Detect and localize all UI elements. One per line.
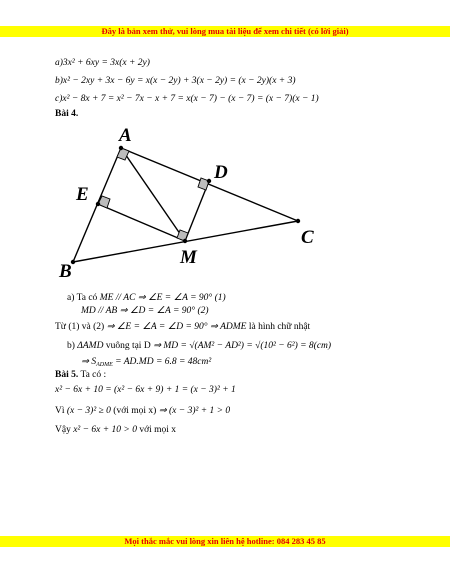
preview-notice-text: Đây là bản xem thử, vui lòng mua tài liệu để xem chi tiết (có lời giải) bbox=[101, 26, 349, 36]
part-b-label: b) bbox=[55, 76, 63, 86]
bai5-vay-end: với mọi x bbox=[139, 425, 177, 435]
bai4-b-text: vuông tại D bbox=[105, 341, 151, 351]
bai4-conclusion-line bbox=[55, 321, 310, 333]
bai5-vi-text: Vì bbox=[55, 406, 65, 416]
bai4-from-text: Từ (1) và (2) bbox=[55, 322, 105, 332]
bai5-vi-line bbox=[55, 405, 230, 417]
bai4-area-line bbox=[81, 356, 211, 368]
part-c-label: c) bbox=[55, 94, 63, 104]
part-a-expression: 3x² + 6xy = 3x(x + 2y) bbox=[62, 58, 150, 68]
point-a bbox=[119, 146, 123, 150]
bai4-a-formula-1: ME // AC ⇒ ∠E = ∠A = 90° (1) bbox=[99, 293, 226, 303]
label-e: E bbox=[76, 184, 89, 205]
bai4-area-prefix: ⇒ S bbox=[81, 357, 97, 367]
bai4-area-subscript: ADME bbox=[96, 362, 113, 368]
bai5-expression: x² − 6x + 10 = (x² − 6x + 9) + 1 = (x − 3)² + 1 bbox=[55, 385, 236, 395]
segment-ac bbox=[121, 148, 298, 221]
bai4-heading: Bài 4. bbox=[55, 109, 79, 119]
label-c: C bbox=[301, 227, 314, 248]
bai4-a-label: a) bbox=[67, 293, 75, 303]
label-a: A bbox=[119, 125, 132, 146]
point-d bbox=[207, 179, 211, 183]
hotline-text: Mọi thắc mắc vui lòng xin liên hệ hotline: 084 283 45 85 bbox=[124, 536, 326, 546]
bai5-line-1 bbox=[55, 384, 236, 396]
bai5-vay-math: x² − 6x + 10 > 0 bbox=[73, 425, 137, 435]
part-b-expression: x² − 2xy + 3x − 6y = x(x − 2y) + 3(x − 2y) = (x − 2y)(x + 3) bbox=[62, 76, 296, 86]
bai4-from-end: là hình chữ nhật bbox=[248, 322, 311, 332]
bai5-heading: Bài 5. bbox=[55, 370, 79, 380]
point-m bbox=[183, 239, 187, 243]
bai5-intro: Ta có : bbox=[80, 370, 107, 380]
bai4-b-triangle: ΔAMD bbox=[77, 341, 104, 351]
point-e bbox=[96, 202, 100, 206]
point-c bbox=[296, 219, 300, 223]
hotline-banner bbox=[0, 536, 450, 547]
bai5-vi-mid: (với mọi x) bbox=[113, 406, 157, 416]
bai4-a-line-2 bbox=[81, 305, 209, 317]
bai5-vi-math: (x − 3)² ≥ 0 bbox=[66, 406, 111, 416]
bai4-b-label: b) bbox=[67, 341, 75, 351]
bai4-b-line bbox=[67, 340, 331, 352]
part-a-label: a) bbox=[55, 58, 63, 68]
bai4-from-math: ⇒ ∠E = ∠A = ∠D = 90° ⇒ ADME bbox=[106, 322, 247, 332]
bai4-a-formula-2: MD // AB ⇒ ∠D = ∠A = 90° (2) bbox=[81, 306, 209, 316]
bai4-b-formula: ⇒ MD = √(AM² − AD²) = √(10² − 6²) = 8(cm) bbox=[153, 341, 332, 351]
label-b: B bbox=[59, 261, 72, 282]
bai5-vay-line bbox=[55, 424, 176, 436]
bai5-vay-text: Vậy bbox=[55, 425, 71, 435]
label-m: M bbox=[180, 247, 197, 268]
bai4-a-line bbox=[67, 292, 226, 304]
bai4-area-rest: = AD.MD = 6.8 = 48cm² bbox=[115, 357, 212, 367]
bai5-heading-line bbox=[55, 369, 106, 381]
part-c-expression: x² − 8x + 7 = x² − 7x − x + 7 = x(x − 7) − (x − 7) = (x − 7)(x − 1) bbox=[62, 94, 319, 104]
bai4-a-intro: Ta có bbox=[76, 293, 98, 303]
bai5-vi-end: ⇒ (x − 3)² + 1 > 0 bbox=[158, 406, 231, 416]
label-d: D bbox=[214, 162, 228, 183]
